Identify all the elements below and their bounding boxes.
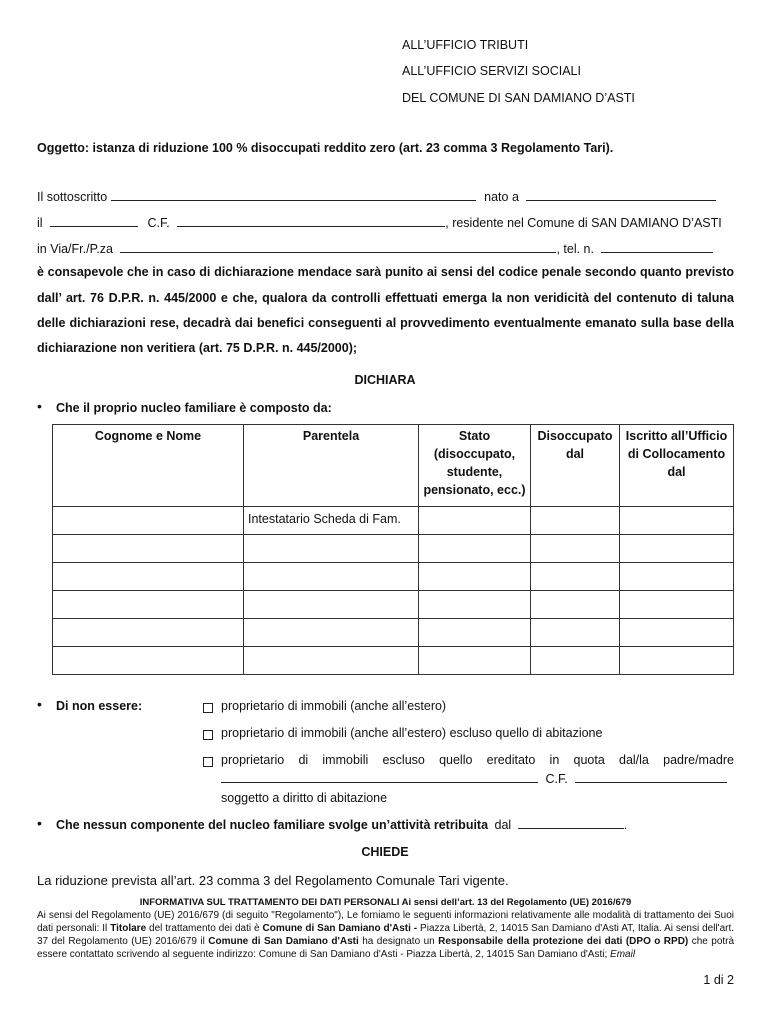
- declaration-line-1: è consapevole che in caso di dichiarazione mendace sarà punito ai sensi del codice penale secondo quanto previsto: [37, 265, 734, 279]
- table-cell[interactable]: [53, 591, 244, 619]
- form-line-via: [37, 242, 713, 256]
- address-line-1: ALL’UFFICIO TRIBUTI: [402, 38, 529, 52]
- table-cell[interactable]: [53, 563, 244, 591]
- table-cell[interactable]: [244, 535, 419, 563]
- table-cell[interactable]: [620, 535, 734, 563]
- table-cell[interactable]: [531, 563, 620, 591]
- nato-field[interactable]: [526, 190, 716, 201]
- option-3-cf-line: [221, 772, 727, 786]
- informativa-title: INFORMATIVA SUL TRATTAMENTO DEI DATI PERSONALI Ai sensi dell’art. 13 del Regolamento (UE) 2016/679: [139, 897, 632, 908]
- table-row: [53, 563, 734, 591]
- form-line-sottoscritto: [37, 190, 716, 204]
- subject-line: Oggetto: istanza di riduzione 100 % disoccupati reddito zero (art. 23 comma 3 Regolamento Tari).: [37, 141, 614, 155]
- cf-label: C.F.: [147, 216, 170, 230]
- nato-label: nato a: [484, 190, 519, 204]
- table-cell[interactable]: [244, 647, 419, 675]
- bullet-icon: •: [37, 815, 42, 831]
- tel-label: , tel. n.: [556, 242, 594, 256]
- heir-name-field[interactable]: [221, 772, 538, 783]
- table-cell[interactable]: [419, 619, 531, 647]
- declaration-line-3: delle dichiarazioni rese, decadrà dai benefici conseguenti al provvedimento eventualmente emanato sulla base della: [37, 316, 734, 330]
- dal-field[interactable]: [518, 818, 624, 829]
- table-cell[interactable]: [620, 647, 734, 675]
- header-parentela: Parentela: [244, 425, 419, 507]
- declaration-line-2: dall’ art. 76 D.P.R. n. 445/2000 e che, qualora da controlli effettuati emerga la non veridicità del contenuto di taluna: [37, 291, 734, 305]
- header-stato: Stato (disoccupato, studente, pensionato, ecc.): [419, 425, 531, 507]
- table-cell[interactable]: [419, 591, 531, 619]
- heir-cf-field[interactable]: [575, 772, 727, 783]
- option-3-abitazione: soggetto a diritto di abitazione: [221, 791, 388, 805]
- table-cell[interactable]: [53, 507, 244, 535]
- address-line-3: DEL COMUNE DI SAN DAMIANO D’ASTI: [402, 91, 635, 105]
- table-cell[interactable]: [620, 507, 734, 535]
- bullet-icon: •: [37, 398, 42, 414]
- bullet-icon: •: [37, 696, 42, 712]
- table-cell[interactable]: [244, 619, 419, 647]
- table-row: [53, 619, 734, 647]
- il-label: il: [37, 216, 43, 230]
- sottoscritto-label: Il sottoscritto: [37, 190, 108, 204]
- table-row: [53, 507, 734, 535]
- nessun-componente-dal: dal: [494, 818, 512, 832]
- table-cell[interactable]: [419, 535, 531, 563]
- chiede-text: La riduzione prevista all’art. 23 comma 3 del Regolamento Comunale Tari vigente.: [37, 873, 509, 888]
- table-cell-parentela[interactable]: Intestatario Scheda di Fam.: [244, 507, 419, 535]
- table-cell[interactable]: [620, 619, 734, 647]
- nessun-componente-text: Che nessun componente del nucleo familiare svolge un’attività retribuita: [56, 818, 489, 832]
- tel-field[interactable]: [601, 242, 713, 253]
- form-line-il: [37, 216, 722, 230]
- chiede-heading: CHIEDE: [361, 845, 409, 859]
- page-number: 1 di 2: [703, 973, 734, 987]
- table-cell[interactable]: [531, 591, 620, 619]
- table-cell[interactable]: [620, 563, 734, 591]
- header-cognome-nome: Cognome e Nome: [53, 425, 244, 507]
- via-label: in Via/Fr./P.za: [37, 242, 113, 256]
- table-cell[interactable]: [244, 563, 419, 591]
- table-cell[interactable]: [53, 535, 244, 563]
- table-row: [53, 591, 734, 619]
- table-cell[interactable]: [620, 591, 734, 619]
- table-cell[interactable]: [531, 535, 620, 563]
- table-cell[interactable]: [244, 591, 419, 619]
- option-3-label: proprietario di immobili escluso quello ereditato in quota dal/la padre/madre: [221, 753, 734, 767]
- option-2-label: proprietario di immobili (anche all’estero) escluso quello di abitazione: [221, 726, 603, 740]
- option-3-cf-label: C.F.: [545, 772, 568, 786]
- sottoscritto-field[interactable]: [111, 190, 476, 201]
- table-cell[interactable]: [419, 647, 531, 675]
- header-iscritto: Iscritto all’Ufficio di Collocamento dal: [620, 425, 734, 507]
- table-cell[interactable]: [419, 507, 531, 535]
- option-1-label: proprietario di immobili (anche all’estero): [221, 699, 447, 713]
- residente-label: , residente nel Comune di SAN DAMIANO D’ASTI: [445, 216, 722, 230]
- address-line-2: ALL’UFFICIO SERVIZI SOCIALI: [402, 64, 581, 78]
- via-field[interactable]: [120, 242, 556, 253]
- nucleo-intro: Che il proprio nucleo familiare è composto da:: [56, 401, 332, 415]
- declaration-line-4: dichiarazione non veritiera (art. 75 D.P.R. n. 445/2000);: [37, 341, 358, 355]
- table-cell[interactable]: [531, 507, 620, 535]
- table-cell[interactable]: [419, 563, 531, 591]
- header-disoccupato: Disoccupato dal: [531, 425, 620, 507]
- non-essere-label: Di non essere:: [56, 699, 143, 713]
- table-header-row: [53, 425, 734, 507]
- table-cell[interactable]: [531, 647, 620, 675]
- dichiara-heading: DICHIARA: [354, 373, 416, 387]
- checkbox-option-1[interactable]: [203, 703, 213, 713]
- birthdate-field[interactable]: [50, 216, 138, 227]
- family-table: [52, 424, 734, 675]
- table-row: [53, 535, 734, 563]
- table-cell[interactable]: [53, 619, 244, 647]
- nessun-componente-line: Che nessun componente del nucleo familiare svolge un’attività retribuita dal .: [56, 818, 628, 832]
- informativa-paragraph: Ai sensi del Regolamento (UE) 2016/679 (di seguito "Regolamento"), Le forniamo le seguenti informazioni relativamente alle modalità di trattamento dei Suoi dati personali: Il Titolare del trattamento dei dati è Comune di San Damiano d'Asti - Piazza Libertà, 2, 14015 San Damiano d'Asti AT, Italia. Ai sensi dell'art. 37 del Regolamento (UE) 2016/679 il Comune di San Damiano d'Asti ha designato un Responsabile della protezione dei dati (DPO o RPD) che potrà essere contattato scrivendo al seguente indirizzo: Comune di San Damiano d'Asti - Piazza Libertà, 2, 14015 San Damiano d'Asti; Email: [37, 910, 735, 960]
- checkbox-option-3[interactable]: [203, 757, 213, 767]
- table-cell[interactable]: [531, 619, 620, 647]
- checkbox-option-2[interactable]: [203, 730, 213, 740]
- cf-field[interactable]: [177, 216, 445, 227]
- table-row: [53, 647, 734, 675]
- table-cell[interactable]: [53, 647, 244, 675]
